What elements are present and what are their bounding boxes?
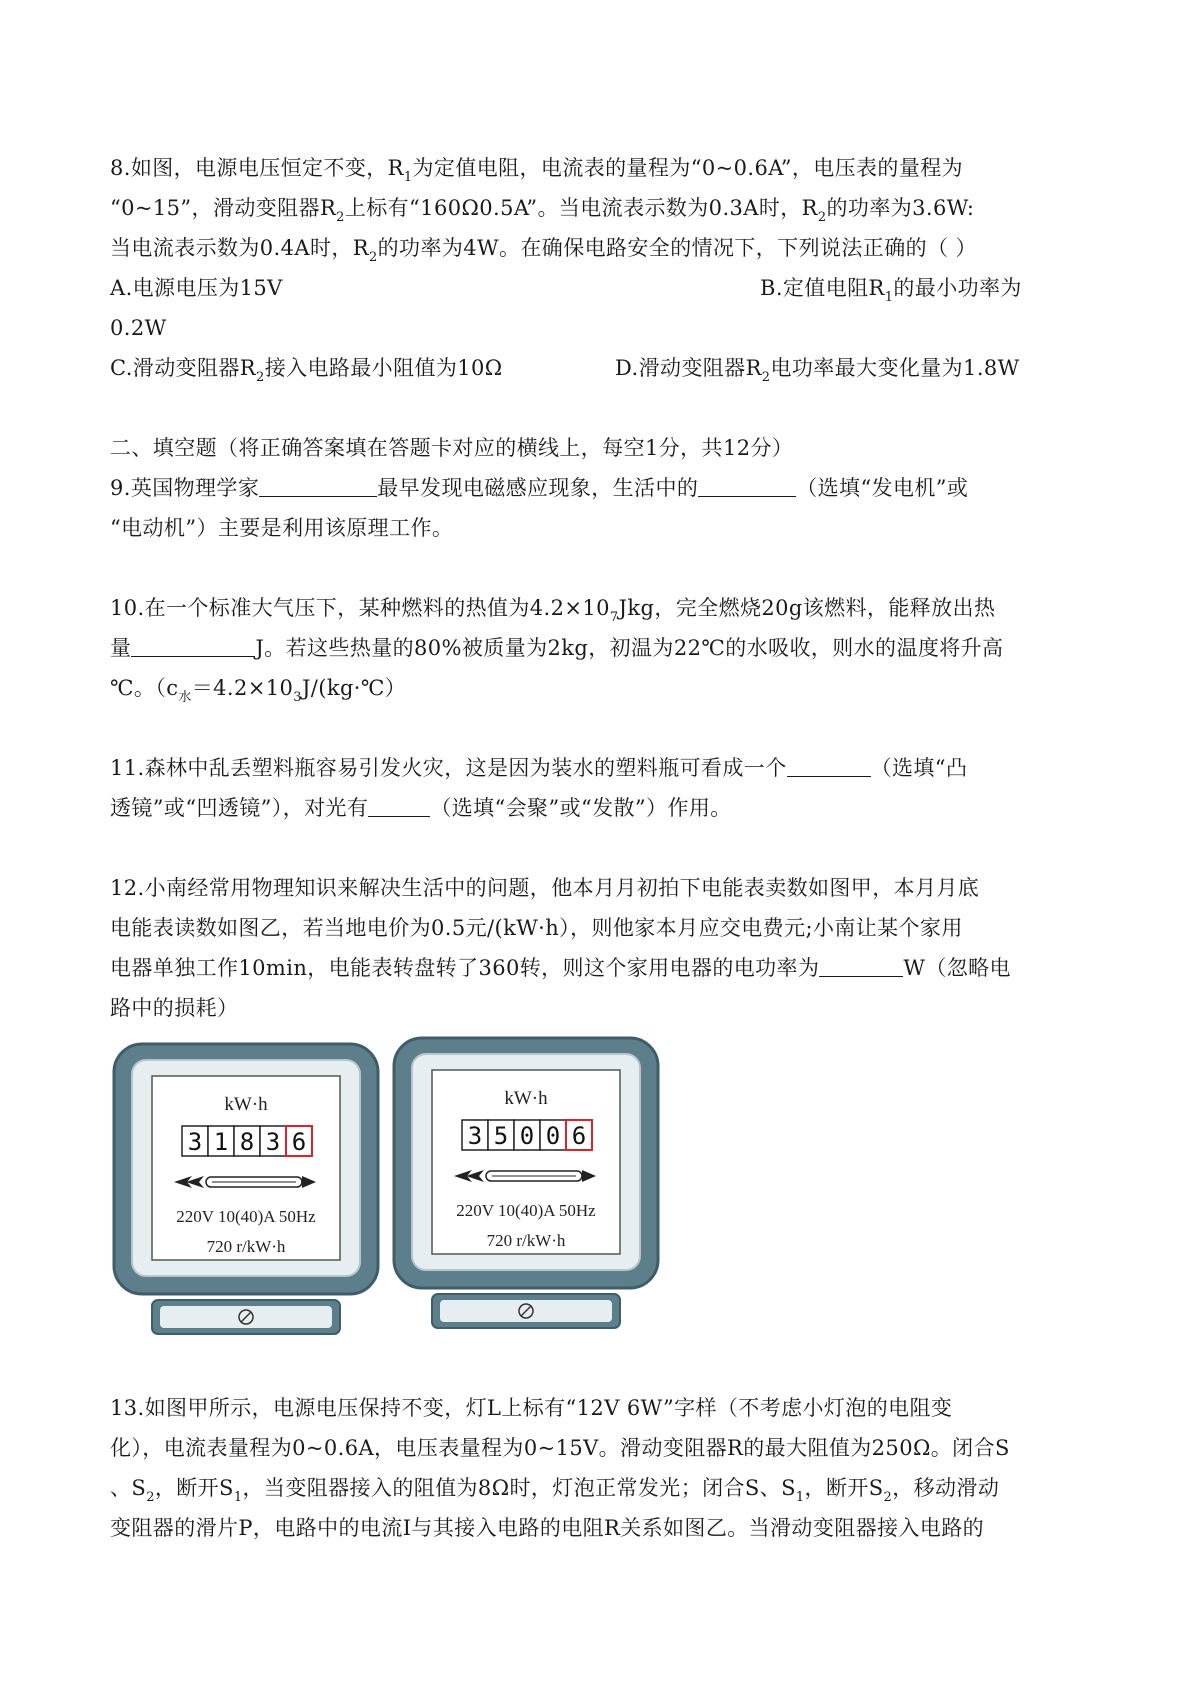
q8-line-2: “0~15”，滑动变阻器$R_2$上标有“160Ω0.5A”。当电流表示数为0.3A时，$R_2$的功率为3.6W: <box>110 196 975 225</box>
meter-digit: 3 <box>467 1122 483 1150</box>
answer-blank <box>259 478 377 497</box>
q8-line-1: 8.如图，电源电压恒定不变，$R_1$为定值电阻，电流表的量程为“0~0.6A”，电压表的量程为 <box>110 156 964 185</box>
q8-option-b-continued: 0.2W <box>110 316 167 340</box>
meter-revolutions: 720 r/kW·h <box>486 1231 566 1250</box>
q12-line-3: 电器单独工作10min，电能表转盘转了360转，则这个家用电器的电功率为 W（忽略电 <box>110 956 1011 980</box>
q12-line-2: 电能表读数如图乙，若当地电价为0.5元/(kW·h），则他家本月应交电费元;小南让某个家用 <box>110 916 963 940</box>
meter-digit-red: 6 <box>291 1128 307 1156</box>
q13-line-3: 、$S_2$，断开$S_1$，当变阻器接入的阻值为8Ω时，灯泡正常发光；闭合S、$S_1$，断开$S_2$，移动滑动 <box>110 1476 1000 1505</box>
q8-option-d: D.滑动变阻器$R_2$电功率最大变化量为1.8W <box>615 356 1020 385</box>
q12-line-1: 12.小南经常用物理知识来解决生活中的问题，他本月月初拍下电能表卖数如图甲，本月月底 <box>110 876 980 900</box>
electric-meter-b <box>392 1036 662 1336</box>
meter-digit: 0 <box>519 1122 535 1150</box>
meter-digit: 3 <box>187 1128 203 1156</box>
q8-line-3: 当电流表示数为0.4A时，$R_2$的功率为4W。在确保电路安全的情况下，下列说法正确的（ ） <box>110 236 977 265</box>
q10-line-2: 量 J。若这些热量的80%被质量为2kg，初温为22℃的水吸收，则水的温度将升高 <box>110 636 1004 660</box>
q13-line-2: 化），电流表量程为0~0.6A，电压表量程为0~15V。滑动变阻器R的最大阻值为250Ω。闭合S <box>110 1436 1010 1460</box>
meter-digit: 5 <box>493 1122 509 1150</box>
q8-option-a: A.电源电压为15V <box>110 276 283 300</box>
meter-revolutions: 720 r/kW·h <box>206 1237 286 1256</box>
answer-blank <box>698 478 796 497</box>
q8-option-c: C.滑动变阻器$R_2$接入电路最小阻值为10Ω <box>110 356 503 385</box>
meter-unit-label: kW·h <box>504 1088 548 1109</box>
electric-meter-a <box>112 1042 382 1342</box>
q11-line-2: 透镜”或“凹透镜”），对光有 （选填“会聚”或“发散”）作用。 <box>110 796 732 820</box>
q12-line-4: 路中的损耗） <box>110 996 239 1020</box>
meter-digit: 3 <box>265 1128 281 1156</box>
meter-digit: 0 <box>545 1122 561 1150</box>
answer-blank <box>819 958 903 977</box>
q10-line-3: ℃。（$c_水=4.2\times 10_3J/(kg\cdot℃)$ <box>110 676 407 705</box>
q13-line-4: 变阻器的滑片P，电路中的电流I与其接入电路的电阻R关系如图乙。当滑动变阻器接入电路的 <box>110 1516 985 1540</box>
q11-line-1: 11.森林中乱丢塑料瓶容易引发火灾，这是因为装水的塑料瓶可看成一个 （选填“凸 <box>110 756 968 780</box>
meter-spec: 220V 10(40)A 50Hz <box>456 1201 596 1220</box>
q9-line-1: 9.英国物理学家 最早发现电磁感应现象，生活中的 （选填“发电机”或 <box>110 476 969 500</box>
q8-option-b: B.定值电阻$R_1$的最小功率为 <box>760 276 1022 305</box>
section-heading: 二、填空题（将正确答案填在答题卡对应的横线上，每空1分，共12分） <box>110 436 794 460</box>
meter-unit-label: kW·h <box>224 1094 268 1115</box>
meter-spec: 220V 10(40)A 50Hz <box>176 1207 316 1226</box>
answer-blank <box>368 798 430 817</box>
q13-line-1: 13.如图甲所示，电源电压保持不变，灯L上标有“12V 6W”字样（不考虑小灯泡的电阻变 <box>110 1396 953 1420</box>
meter-digit: 1 <box>213 1128 229 1156</box>
meter-digit: 8 <box>239 1128 255 1156</box>
q10-line-1: 10.在一个标准大气压下，某种燃料的热值为$4.2\times 10_7Jkg$，完全燃烧20g该燃料，能释放出热 <box>110 596 996 625</box>
q9-line-2: “电动机”）主要是利用该原理工作。 <box>110 516 454 540</box>
answer-blank <box>131 638 255 657</box>
answer-blank <box>787 758 871 777</box>
meter-digit-red: 6 <box>571 1122 587 1150</box>
